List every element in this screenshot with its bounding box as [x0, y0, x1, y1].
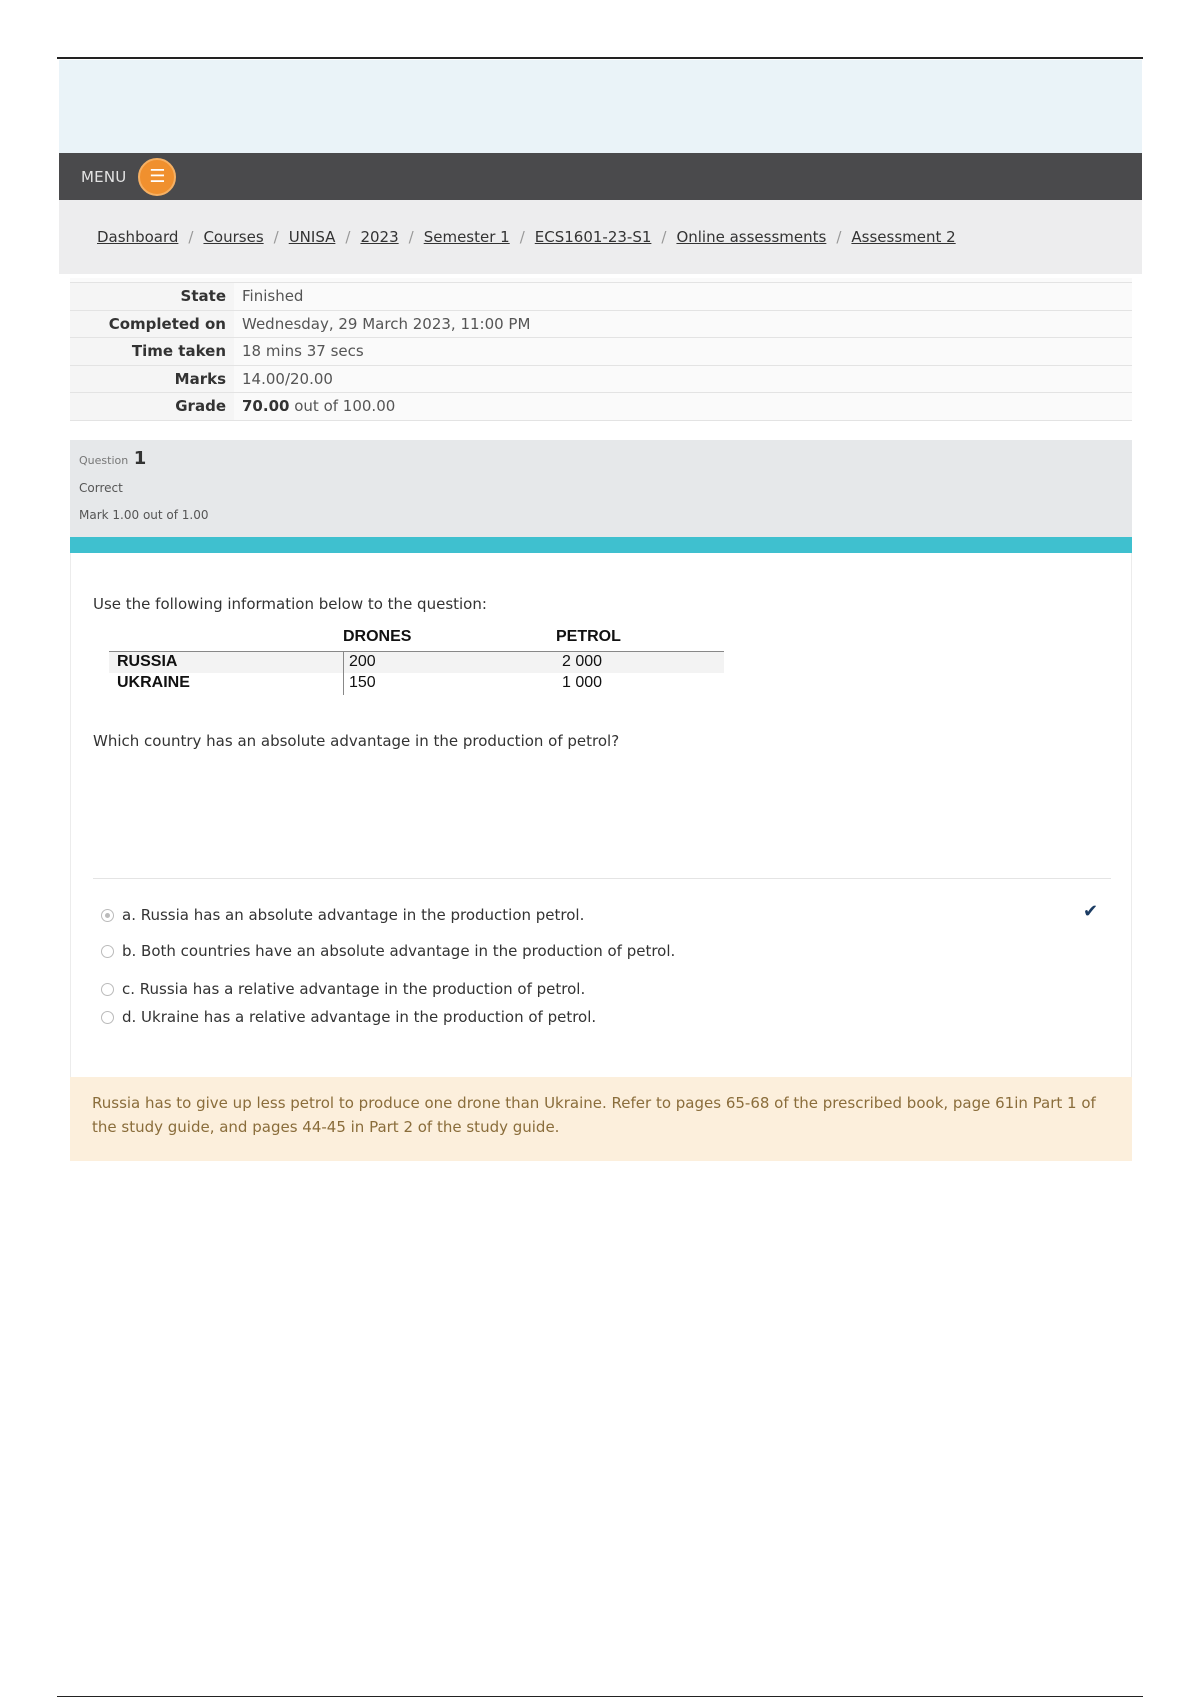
- checkmark-icon: ✔: [1083, 901, 1099, 922]
- page-top-rule: [57, 57, 1143, 59]
- table-header: PETROL: [556, 628, 621, 645]
- grade-score: 70.00: [242, 397, 290, 415]
- table-cell: 2 000: [562, 653, 603, 670]
- radio-unselected[interactable]: [101, 1011, 114, 1024]
- answer-label: d. Ukraine has a relative advantage in the production of petrol.: [122, 1008, 597, 1026]
- summary-row-grade: [70, 393, 1132, 421]
- summary-row-state: [70, 283, 1132, 311]
- attempt-summary: [70, 283, 1132, 421]
- answer-label: a. Russia has an absolute advantage in the production petrol.: [122, 906, 585, 924]
- table-row: [109, 673, 724, 694]
- summary-value: [234, 393, 1132, 420]
- breadcrumb-assessment[interactable]: Assessment 2: [851, 228, 956, 246]
- table-cell: 1 000: [562, 674, 603, 691]
- breadcrumb-unisa[interactable]: UNISA: [288, 228, 336, 246]
- answer-option-b[interactable]: [101, 942, 675, 960]
- question-intro: Use the following information below to the question:: [93, 595, 487, 613]
- breadcrumb-separator: /: [836, 228, 842, 246]
- table-cell: 150: [349, 674, 376, 691]
- answer-option-d[interactable]: [101, 1008, 596, 1026]
- breadcrumb-separator: /: [661, 228, 667, 246]
- hamburger-icon: ☰: [149, 165, 166, 187]
- breadcrumb-course[interactable]: ECS1601-23-S1: [534, 228, 652, 246]
- answer-option-c[interactable]: [101, 980, 585, 998]
- question-label: Question: [79, 454, 129, 467]
- radio-selected[interactable]: [101, 909, 114, 922]
- breadcrumb-year[interactable]: 2023: [360, 228, 399, 246]
- breadcrumb-separator: /: [188, 228, 194, 246]
- breadcrumb-separator: /: [345, 228, 351, 246]
- question-info: [70, 440, 1132, 537]
- question-number: 1: [133, 448, 147, 469]
- breadcrumb: [59, 200, 1142, 274]
- menu-label[interactable]: MENU: [81, 167, 127, 186]
- header-banner: [59, 60, 1142, 153]
- menu-bar: [59, 153, 1142, 200]
- radio-unselected[interactable]: [101, 945, 114, 958]
- question-mark: Mark 1.00 out of 1.00: [79, 508, 209, 522]
- answer-option-a[interactable]: [101, 906, 584, 924]
- summary-row-completed: [70, 311, 1132, 339]
- menu-button[interactable]: [138, 158, 176, 196]
- table-cell: UKRAINE: [117, 674, 190, 691]
- page-bottom-rule: [57, 1696, 1143, 1697]
- table-cell: 200: [349, 653, 376, 670]
- summary-value: Wednesday, 29 March 2023, 11:00 PM: [234, 311, 1132, 338]
- summary-label: Grade: [70, 393, 234, 420]
- answers-divider: [93, 878, 1111, 879]
- answer-label: b. Both countries have an absolute advantage in the production of petrol.: [122, 942, 676, 960]
- breadcrumb-separator: /: [519, 228, 525, 246]
- summary-value: Finished: [234, 283, 1132, 310]
- summary-label: Marks: [70, 366, 234, 393]
- question-number-line: [79, 448, 1123, 469]
- radio-unselected[interactable]: [101, 983, 114, 996]
- question-prompt: Which country has an absolute advantage in the production of petrol?: [93, 732, 620, 750]
- breadcrumb-separator: /: [408, 228, 414, 246]
- table-divider: [343, 651, 344, 695]
- answer-label: c. Russia has a relative advantage in the production of petrol.: [122, 980, 586, 998]
- summary-label: State: [70, 283, 234, 310]
- breadcrumb-courses[interactable]: Courses: [203, 228, 264, 246]
- summary-value: 14.00/20.00: [234, 366, 1132, 393]
- breadcrumb-online-assessments[interactable]: Online assessments: [676, 228, 827, 246]
- question-status: Correct: [79, 481, 123, 495]
- table-cell: RUSSIA: [117, 653, 178, 670]
- question-content: [70, 553, 1132, 1077]
- breadcrumb-semester[interactable]: Semester 1: [423, 228, 510, 246]
- table-header: DRONES: [343, 628, 412, 645]
- table-row: [109, 652, 724, 673]
- summary-value: 18 mins 37 secs: [234, 338, 1132, 365]
- grade-out-of: out of 100.00: [294, 397, 396, 415]
- question-accent-bar: [70, 537, 1132, 553]
- breadcrumb-dashboard[interactable]: Dashboard: [97, 228, 179, 246]
- summary-row-marks: [70, 366, 1132, 394]
- summary-label: Completed on: [70, 311, 234, 338]
- breadcrumb-separator: /: [273, 228, 279, 246]
- summary-row-time-taken: [70, 338, 1132, 366]
- general-feedback: Russia has to give up less petrol to produce one drone than Ukraine. Refer to pages 65-68 of the prescribed book, page 61in Part 1 of the study guide, and pages 44-45 in Part 2 of the study guide.: [70, 1077, 1132, 1161]
- summary-label: Time taken: [70, 338, 234, 365]
